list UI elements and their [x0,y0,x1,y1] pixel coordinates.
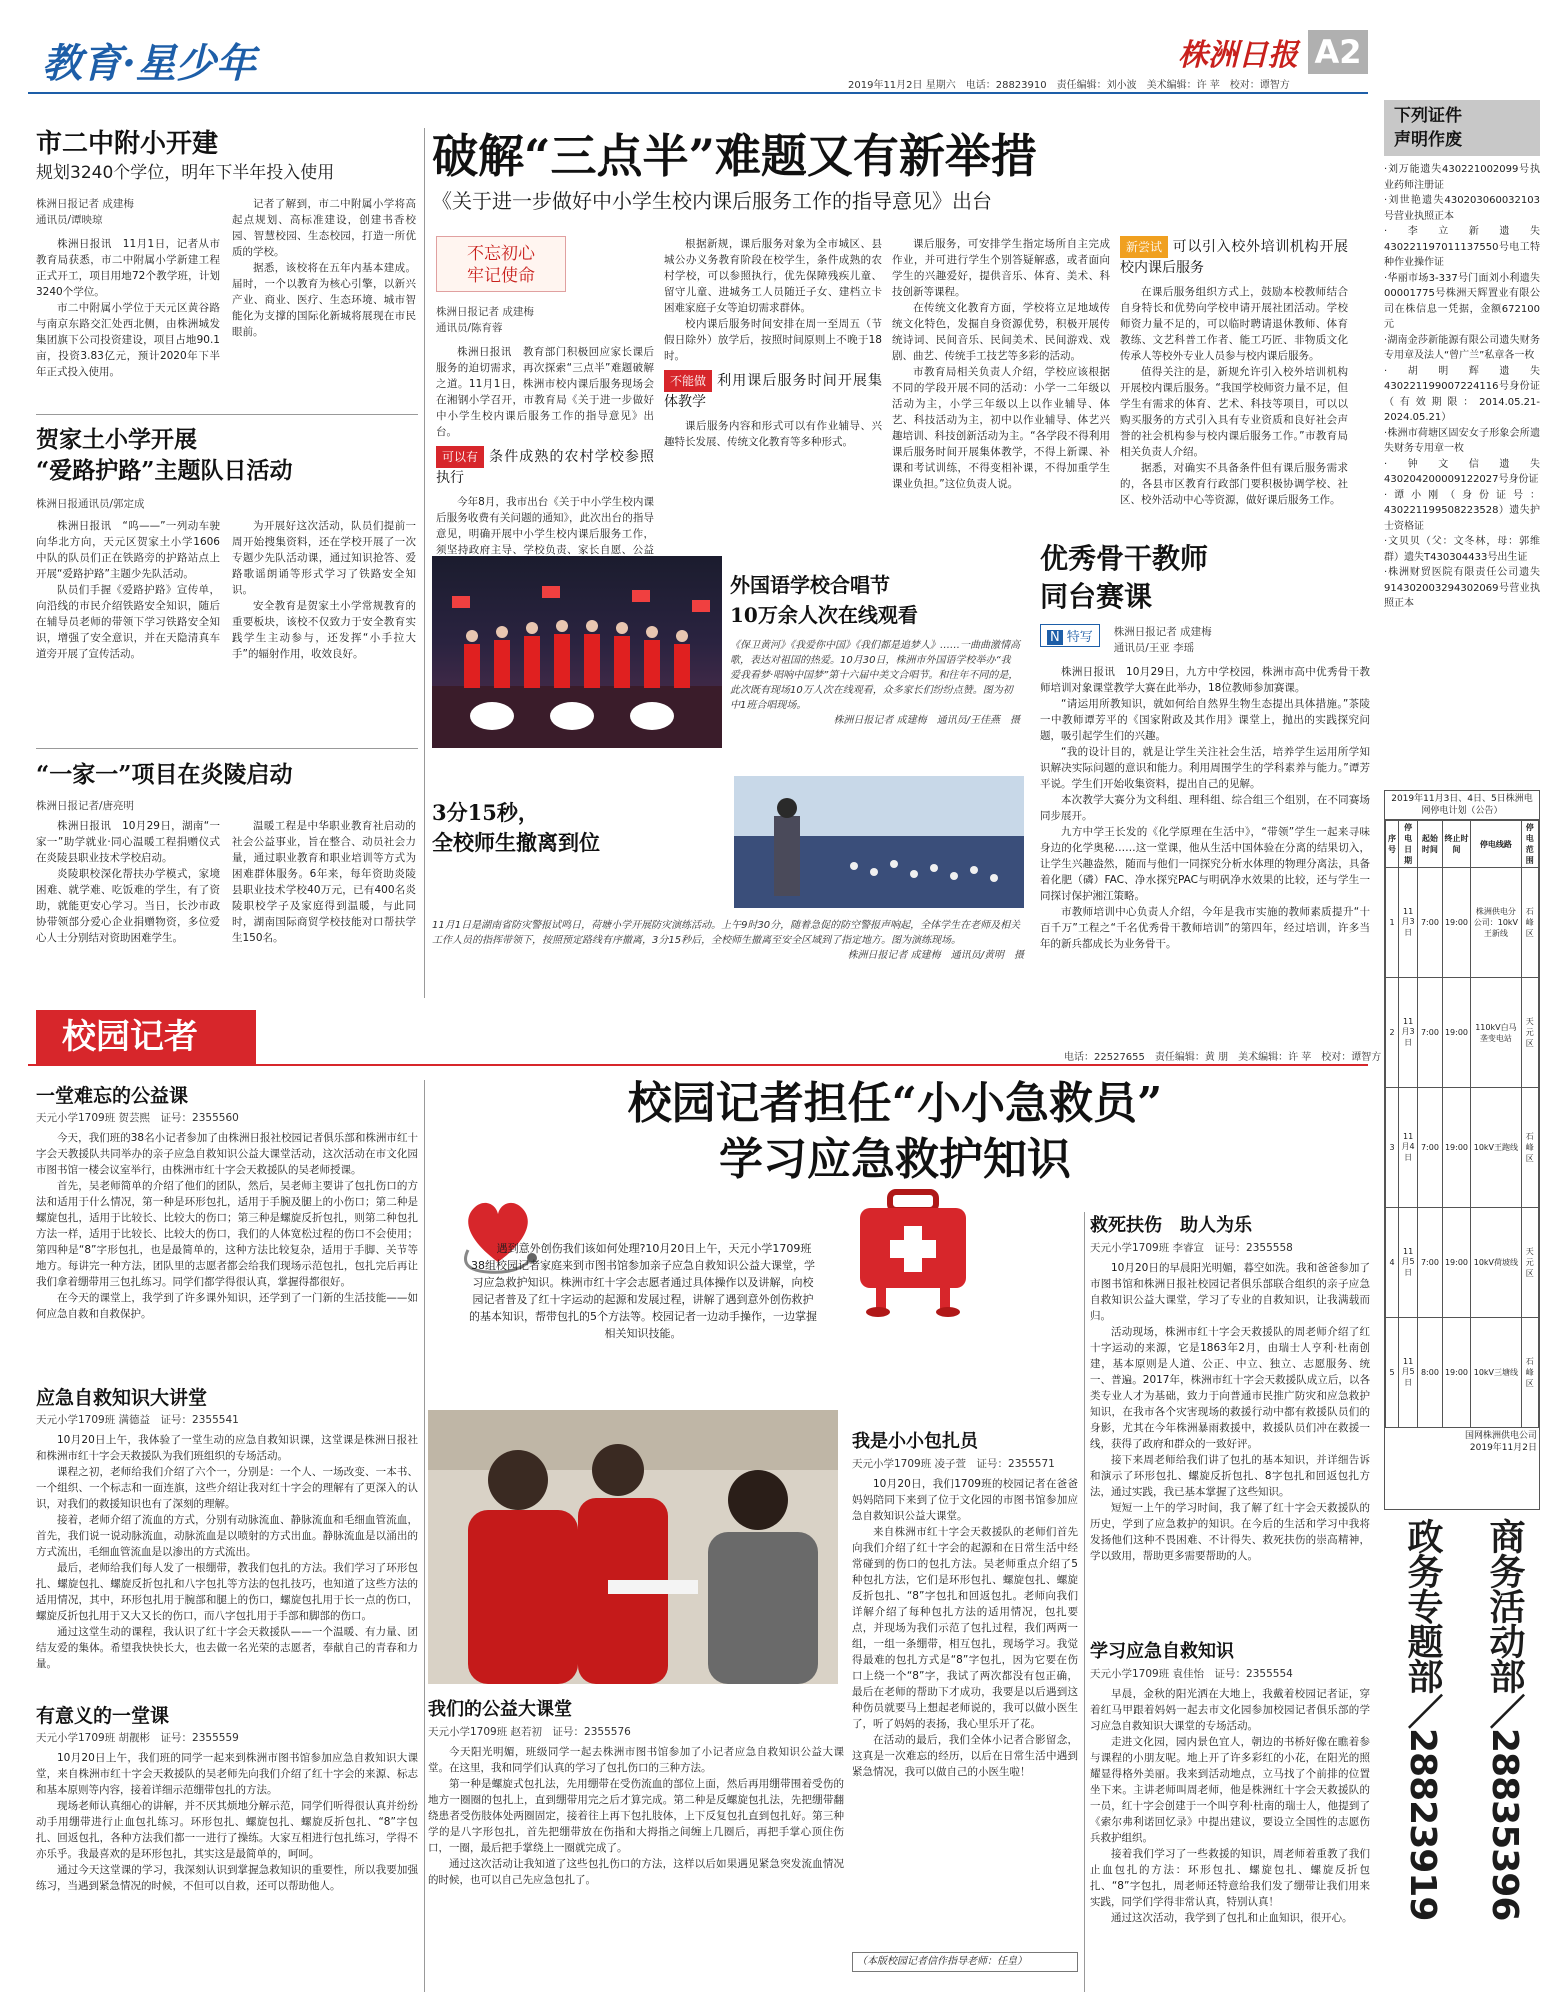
campus-article-2 [36,1384,418,1694]
notice-item: ·株洲财贸医院有限责任公司遗失914302003294302069号营业执照正本 [1384,567,1540,609]
byline: 株洲日报记者 成建梅 通讯员/王亚 李瑶 [1113,626,1212,654]
contact-government: 政务专题部／28823919 [1402,1518,1443,1921]
article-title: 我是小小包扎员 [852,1431,978,1452]
chorus-stage-image [432,556,722,748]
paragraph: 走进文化园，园内景色宜人，朝边的书桥好像在瞧着参与课程的小朋友呢。地上开了许多彩红的小花，在阳光的照耀显得格外美丽。我来到活动地点，立马找了个前排的位置坐下来。主讲老师叫周老师，他是株洲红十字会天救援队的一员，红十字会创建于一个叫亨利·杜南的瑞士人，他提到了《索尔弗利诺回忆录》中提出建议，要设立全国性的志愿伤兵救护组织。 [1090,1736,1370,1844]
paragraph: “我的设计目的，就是让学生关注社会生活，培养学生运用所学知识解决实际问题的意识和能力。利用周围学生的学科素养与能力。”谭芳平说。学生们开始收集资料，提出自己的见解。 [1040,746,1370,790]
paragraph: 为开展好这次活动，队员们提前一周开始搜集资料，还在学校开展了一次专题少先队活动课，通过知识抢答、爱路歌谣朗诵等形式学习了铁路安全知识。 [232,520,416,596]
paragraph: 今天，我们班的38名小记者参加了由株洲日报社校园记者俱乐部和株洲市红十字会天教援队共同举办的亲子应急自救知识公益大课堂活动，这次活动在市文化园市图书馆一楼会议室举行，由株洲市红十字会天救援队的吴老师授课。 [36,1132,418,1176]
notices-box [1384,100,1540,780]
notice-item: ·文贝贝（父：文冬林，母：郭维群）遗失T430304433号出生证 [1384,536,1540,563]
n-badge: N [1047,630,1063,645]
chorus-photo [432,556,722,748]
article-title: 应急自救知识大讲堂 [36,1387,208,1409]
byline: 天元小学1709班 赵若初 证号：2355576 [428,1726,631,1738]
paragraph: 10月20日上午，我们班的同学一起来到株洲市图书馆参加应急自救知识大课堂，来自株洲市红十字会天救援队的吴老师先向我们介绍了红十字会的来源、标志和基本原则等内容，接着详细示范绷带包扎的方法。 [36,1752,418,1796]
paragraph: 首先，吴老师简单的介绍了他们的团队，然后，吴老师主要讲了包扎伤口的方法和适用于什么情况，第一种是环形包扎，适用于手腕及腿上的小伤口；第二种是螺旋包扎，适用于比较长、比较大的伤口；第三种是螺旋反折包扎，则第二种包扎方法一样，适用于比较长、比较大的伤口，我们的人体宽松过程的伤口不会使用；第四种是“8”字形包扎，也是最简单的，这种方法比较复杂，适用于手脚、关节等地方。每讲完一种方法，团队里的志愿者都会给我们现场示范包扎，包扎完后再让我们拿着绷带用三包扎练习。同学们都学得很认真，掌握得都很好。 [36,1180,418,1288]
article-title: 市二中附小开建 [36,129,219,159]
notice-item: ·谭小刚（身份证号：430221199508223528）遗失护士资格证 [1384,489,1540,532]
article-railway-safety [36,424,416,742]
campus-banner: 校园记者 [36,1010,256,1064]
byline: 天元小学1709班 李睿宣 证号：2355558 [1090,1242,1293,1254]
dept-contacts [1386,1518,1540,1988]
power-outage-table [1384,790,1540,1510]
paragraph: 10月20日上午，我体验了一堂生动的应急自救知识课，这堂课是株洲日报社和株洲市红十字会天救援队为我们班组织的专场活动。 [36,1434,418,1462]
paper-name: 株洲日报 [1178,38,1298,73]
paragraph: 接着我们学习了一些救援的知识，周老师着重教了我们止血包扎的方法：环形包扎、螺旋包扎、螺旋反折包扎、“8”字包扎，周老师还特意给我们发了绷带让我们用来实践，同学们学得非常认真，特别认真！ [1090,1848,1370,1908]
paragraph: 现场老师认真细心的讲解，并不厌其烦地分解示范，同学们听得很认真并纷纷动手用绷带进行止血包扎练习。环形包扎、螺旋包扎、螺旋反折包扎、“8”字包扎、回返包扎，各种方法我们都一一进行了操练。大家互相进行包扎练习，学得不亦乐乎。我最喜欢的是环形包扎，其实这是最简单的，呵呵。 [36,1800,418,1860]
first-aid-kit-icon [838,1180,988,1320]
campus-article-7 [428,1696,844,1992]
drill-title-block [432,798,722,858]
article-title: “一家一”项目在炎陵启动 [36,761,293,788]
campus-article-1 [36,1082,418,1378]
paragraph: 炎陵职校深化帮扶办学模式，家境困难、就学难、吃饭难的学生，有了资助，就能更安心学习。当日，长沙市政协带领部分爱心企业捐赠物资，多位爱心人士分别结对资助困难学生。 [36,868,220,944]
article-title: 优秀骨干教师 同台赛课 [1040,542,1209,613]
campus-main-title: 校园记者担任“小小急救员” 学习应急救护知识 [627,1078,1163,1185]
article-title: 一堂难忘的公益课 [36,1085,189,1107]
article-school-construction [36,128,416,408]
paragraph: 接着，老师介绍了流血的方式，分别有动脉流血、静脉流血和毛细血管流血，首先，我们说一说动脉流血，动脉流血是以喷射的方式出血。静脉流血是以涌出的方式流出，毛细血管流血是以渗出的方式流出。 [36,1514,418,1558]
notice-item: ·刘万能遗失430221002099号执业药师注册证 [1384,164,1540,191]
table-title: 2019年11月3日、4日、5日株洲电网停电计划（公告） [1385,791,1539,820]
byline: 天元小学1709班 满德益 证号：2355541 [36,1414,239,1426]
paragraph: 校内课后服务时间安排在周一至周五（节假日除外）放学后，按照时间原则上不晚于18时。 [664,318,882,362]
masthead [28,28,1368,90]
paragraph: 最后，老师给我们每人发了一根绷带，教我们包扎的方法。我们学习了环形包扎、螺旋包扎、螺旋反折包扎和八字包扎等方法的包扎技巧，也知道了这些方法的适用情况，其中，环形包扎用于腕部和腿上的伤口，螺旋包扎用于长一点的伤口，螺旋反折包扎用于又大又长的伤口，而八字包扎用于手部和脚部的伤口。 [36,1562,418,1622]
bandaging-practice-image [428,1410,838,1684]
table-row: 4 11月5日 7:00 19:00 10kV荷坡线 天元区 [1386,1208,1539,1318]
paragraph: 早晨，金秋的阳光洒在大地上，我戴着校园记者证，穿着红马甲跟着妈妈一起去市文化园参加校园记者俱乐部的学习应急自救知识大课堂的专场活动。 [1090,1688,1370,1732]
table-row: 5 11月5日 8:00 19:00 10kV三塘线 石峰区 [1386,1318,1539,1428]
campus-intro [468,1240,818,1360]
section-logo: 教育·星少年 [42,40,256,87]
table-header-row: 序号 停电日期 起始时间 终止时间 停电线路 停电范围 [1386,821,1539,868]
notice-item: ·钟文信遗失430204200009122027号身份证 [1384,458,1540,485]
contact-commerce: 商务活动部／28835396 [1484,1518,1525,1921]
section-heading: 不能做 利用课后服务时间开展集体教学 [664,370,882,412]
chorus-caption [730,570,1020,750]
campus-header [28,1010,1382,1066]
photo-text: 《保卫黄河》《我爱你中国》《我们都是追梦人》……一曲曲激情高歌，表达对祖国的热爱。10月30日，株洲市外国语学校举办“我爱我看梦·唱响中国梦”第十六届中美文合唱节。和往年不同的是，此次既有现场10万人次在线观看，众多家长们纷纷点赞。图为初中1班合唱现场。 [730,640,1020,711]
main-subtitle: 《关于进一步做好中小学生校内课后服务工作的指导意见》出台 [432,189,992,213]
campus-footer: （本版校园记者信作指导老师：任皇） [852,1952,1078,1974]
paragraph: 株洲日报讯 10月29日，湖南“一家一”助学就业·同心温暖工程捐赠仪式在炎陵县职业技术学校启动。 [36,820,220,864]
byline: 株洲日报记者 成建梅 通讯员/谭映琼 [36,198,134,226]
notice-item: ·株洲市荷塘区固安女子形象会所遗失财务专用章一枚 [1384,427,1540,454]
article-title: 我们的公益大课堂 [428,1699,572,1720]
notice-item: ·胡明辉遗失430221199007224116号身份证（有效期限：2014.05.21-2024.05.21） [1384,365,1540,423]
byline: 株洲日报通讯员/郭定成 [36,498,145,510]
paragraph: 接下来周老师给我们讲了包扎的基本知识，并详细告诉和演示了环形包扎、螺旋反折包扎、8字包扎和回返包扎方法，通过实践，我已基本掌握了这些知识。 [1090,1454,1370,1498]
notices-title: 下列证件 声明作废 [1384,100,1540,156]
campus-article-3 [36,1702,418,1992]
article-subtitle: 规划3240个学位，明年下半年投入使用 [36,163,335,183]
drill-image [734,776,1024,908]
campus-info: 电话：22527655 责任编辑：黄 朋 美术编辑：许 苹 校对：谭智方 [1064,1052,1382,1063]
paragraph: 短短一上午的学习时间，我了解了红十字会天救援队的历史，学到了应急救护的知识。在今后的生活和学习中我将发扬他们这种不畏困难、不计得失、救死扶伤的崇高精神，学以致用，帮助更多需要帮助的人。 [1090,1502,1370,1562]
paragraph: 10月20日的早晨阳光明媚，暮空如洗。我和爸爸参加了市图书馆和株洲日报社校园记者俱乐部联合组织的亲子应急自救知识公益大课堂，学习了专业的自救知识，让我满载而归。 [1090,1262,1370,1322]
byline: 天元小学1709班 胡靓彬 证号：2355559 [36,1732,239,1744]
notice-item: ·刘世艳遗失430203060032103号营业执照正本 [1384,195,1540,222]
paragraph: 今年8月，我市出台《关于中小学生校内课后服务收费有关问题的通知》，此次出台的指导意见，明确开展中小学生校内课后服务工作，须坚持政府主导、学校负责、家长自愿、公益 [436,496,654,556]
paragraph: 课后服务内容和形式可以有作业辅导、兴趣特长发展、传统文化教育等多种形式。 [664,420,882,448]
paragraph: 10月20日，我们1709班的校园记者在爸爸妈妈陪同下来到了位于文化园的市图书馆参加应急自救知识公益大课堂。 [852,1478,1078,1522]
byline: 天元小学1709班 贺芸熙 证号：2355560 [36,1112,239,1124]
paragraph: 在活动的最后，我们全体小记者合影留念，这真是一次难忘的经历，以后在日常生活中遇到紧急情况，我可以做自己的小医生啦！ [852,1734,1078,1778]
campus-photo [428,1410,838,1684]
feature-tag: N 特写 [1040,624,1100,647]
article-yanling-project [36,760,416,1000]
article-title: 有意义的一堂课 [36,1705,170,1727]
article-title: 贺家土小学开展 “爱路护路”主题队日活动 [36,426,293,484]
notice-item: ·湖南金莎新能源有限公司遗失财务专用章及法人“曾广兰”私章各一枚 [1384,334,1540,361]
article-title: 救死扶伤 助人为乐 [1090,1215,1252,1236]
table-footer: 国网株洲供电公司 2019年11月2日 [1464,1431,1537,1453]
paragraph: 通过今天这堂课的学习，我深刻认识到掌握急救知识的重要性，所以我要加强练习，当遇到紧急情况的时候，不但可以自救，还可以帮助他人。 [36,1864,418,1892]
byline: 天元小学1709班 凌子萱 证号：2355571 [852,1458,1055,1470]
paragraph: 九方中学王长发的《化学原理在生活中》，“带领”学生一起来寻味身边的化学奥秘……这一堂课，他从生活中国体验在分离的结果切入，让学生兴趣盎然，随而与他们一同探究分析水体理的物理分离法，具备着化肥（磷）FAC、净水探究PAC与明矾净水效果的比较，还与学生一同探讨保护湘江策略。 [1040,826,1370,902]
paragraph: 株洲日报讯 教育部门积极回应家长课后服务的迫切需求，再次探索“三点半”难题破解之道。11月1日，株洲市校内课后服务现场会在湘钢小学召开，市教育局《关于进一步做好中小学生校内课后服务工作的指导意见》出台。 [436,346,654,438]
tag: 可以有 [436,446,484,468]
byline: 株洲日报记者 成建梅 通讯员/陈育蓉 [436,306,534,334]
page-number: A2 [1308,30,1368,74]
paragraph: 本次教学大赛分为文科组、理科组、综合组三个组别，在不同赛场同步展开。 [1040,794,1370,822]
byline: 株洲日报记者/唐亮明 [36,800,135,812]
photo-title: 3分15秒， 全校师生撤离到位 [432,800,600,855]
paragraph: 通过这次活动让我知道了这些包扎伤口的方法，这样以后如果遇见紧急突发流血情况的时候，也可以自己先应急包扎了。 [428,1858,844,1886]
paragraph: 记者了解到，市二中附属小学将高起点规划、高标准建设，创建书香校园、智慧校园、生态校园，打造一所优质的学校。 [232,198,416,258]
paragraph: 活动现场，株洲市红十字会天救援队的周老师介绍了红十字运动的来源，它是1863年2月，由瑞士人亨利·杜南创建，基本原则是人道、公正、中立、独立、志愿服务、统一、普遍。2017年，株洲市红十字会天救援队成立后，以各类专业人才为基础，致力于向普通市民推广防灾和应急救护知识，在我市各个灾害现场的救援行动中都有救援队员们的身影，尤其在今年株洲暴雨救援中，救援队员们冲在救援一线，获得了政府和群众的一致好评。 [1090,1326,1370,1450]
outage-table [1385,820,1539,1428]
paragraph: 队员们手握《爱路护路》宣传单，向沿线的市民介绍铁路安全知识，随后在辅导员老师的带领下学习铁路安全知识，增强了安全意识，并在天隐清真车道旁开展了宣传活动。 [36,584,220,660]
article-title: 学习应急自救知识 [1090,1641,1234,1662]
paragraph: 安全教育是贺家土小学常规教育的重要板块，该校不仅致力于安全教育实践学生主动参与，还发挥“小手拉大手”的辐射作用，收效良好。 [232,600,416,660]
paragraph: 今天阳光明媚，班级同学一起去株洲市图书馆参加了小记者应急自救知识公益大课堂。在这里，我和同学们认真的学习了包扎伤口的三种方法。 [428,1746,844,1774]
paragraph: 根据新规，课后服务对象为全市城区、县城公办义务教育阶段在校学生，条件成熟的农村学校，可以参照执行，优先保障残疾儿童、留守儿童、进城务工人员随迁子女、建档立卡困难家庭子女等迫切需求群体。 [664,238,882,314]
photo-title: 外国语学校合唱节 10万余人次在线观看 [730,573,918,627]
paragraph: “请运用所教知识，就如何给自然界生物生态提出具体措施。”茶陵一中教师谭芳平的《国家附政及其作用》课堂上，抛出的实践探究问题，吸引起学生们的兴趣。 [1040,698,1370,742]
paragraph: 株洲日报讯 10月29日，九方中学校园，株洲市高中优秀骨干教师培训对象课堂教学大赛在此举办，18位教师参加赛课。 [1040,666,1370,694]
photo-credit: 株洲日报记者 成建梅 通讯员/王佳燕 摄 [833,715,1020,726]
paragraph: 株洲日报讯 “呜——”一列动车驶向华北方向，天元区贺家土小学1606中队的队员们正在铁路旁的护路站点上开展“爱路护路”主题少先队活动。 [36,520,220,580]
byline: 天元小学1709班 袁佳怡 证号：2355554 [1090,1668,1293,1680]
paragraph: 市教师培训中心负责人介绍，今年是我市实施的教师素质提升“十百千万”工程之“千名优秀骨干教师培训”的第四年，经过培训，许多当年的新兵都成长为业务骨干。 [1040,906,1370,950]
teacher-article [1040,540,1370,1000]
drill-caption [432,918,1024,998]
table-row: 1 11月3日 7:00 19:00 株洲供电分公司：10kV王新线 石峰区 [1386,868,1539,978]
campus-article-4 [1090,1212,1370,1632]
intro-text: 遇到意外创伤我们该如何处理?10月20日上午，天元小学1709班38组校园记者家庭来到市图书馆参加亲子应急自救知识公益大课堂，学习应急救护知识。株洲市红十字会志愿者通过具体操作以及讲解，向校园记者普及了红十字运动的起源和发展过程，讲解了遇到意外创伤救护的基本知识，帮带包扎的5个方法等。校园记者一边动手操作，一边掌握相关知识技能。 [469,1242,817,1340]
paragraph: 课程之初，老师给我们介绍了六个一，分别是：一个人、一场改变、一本书、一个组织、一个标志和一面连旗，这些介绍让我对红十字会的理解有了更深入的认识，对我们的救援知识也有了深刻的理解。 [36,1466,418,1510]
paragraph: 通过这堂生动的课程，我认识了红十字会天救援队——一个温暖、有力量、团结友爱的集体。希望我快快长大，也去做一名光荣的志愿者，奉献自己的青春和力量。 [36,1626,418,1670]
paragraph: 温暖工程是中华职业教育社启动的社会公益事业，旨在整合、动员社会力量，通过职业教育和职业培训等方式为困难群体服务。6年来，每年资助炎陵县职业技术学校40万元，已有400名炎陵职校学子及家庭得到温暖，与此同时，湖南国际商贸学校技能对口帮扶学生150名。 [232,820,416,944]
main-article-header [428,126,1368,226]
table-row: 3 11月4日 7:00 19:00 10kV王跑线 石峰区 [1386,1088,1539,1208]
party-logo: 不忘初心 牢记使命 [436,236,566,292]
campus-article-5 [1090,1638,1370,1992]
section-heading: 可以有 条件成熟的农村学校参照执行 [436,446,654,488]
photo-text: 11月1日是湖南省防灾警报试鸣日，荷塘小学开展防灾演练活动。上午9时30分，随着急促的防空警报声响起，全体学生在老师及相关工作人员的指挥带领下，按照预定路线有序撤离，3分15秒后，全校师生撤离至安全区域到了指定地方。图为演练现场。 [432,920,1021,946]
paragraph: 株洲日报讯 11月1日，记者从市教育局获悉，市二中附属小学新建工程正式开工，项目用地72个教学班，计划3240个学位。 [36,238,220,298]
paragraph: 来自株洲市红十字会天救援队的老师们首先向我们介绍了红十字会的起源和在日常生活中经常碰到的伤口的包扎方法。吴老师重点介绍了5种包扎方法，它们是环形包扎、螺旋包扎、螺旋反折包扎、“8”字包扎和回返包扎。老师向我们详解介绍了每种包扎方法的适用情况，包扎要点，并现场为我们示范了包扎过程，我们两两一组，一组一条绷带，相互包扎，现场学习。我觉得最难的包扎方式是“8”字包扎，因为它要在伤口上绕一个“8”字，我试了两次都没有包正确，最后在老师的帮助下才成功，我要是以后遇到这种伤员就要马上想起老师说的，我可以做小医生了，听了妈妈的表扬，我心里乐开了花。 [852,1526,1078,1730]
paragraph: 市二中附属小学位于天元区黄谷路与南京东路交汇处西北侧，由株洲城发集团旗下公司投资建设，项目占地90.1亩，投资3.83亿元，预计2020年下半年正式投入使用。 [36,302,220,378]
paragraph: 通过这次活动，我学到了包扎和止血知识，很开心。 [1111,1912,1353,1924]
photo-credit: 株洲日报记者 成建梅 通讯员/黄明 摄 [847,950,1024,961]
main-article-body [436,236,1368,556]
paragraph: 课后服务，可安排学生指定场所自主完成作业，并可进行学生个别答疑解惑，或者面向学生的兴趣爱好，提供音乐、体育、美术、科技创新等课程。 [892,238,1110,298]
paragraph: 据悉，对确实不具备条件但有课后服务需求的，各县市区教育行政部门要积极协调学校、社区、校外活动中心等资源，做好课后服务工作。 [1120,462,1348,506]
paragraph: 在传统文化教育方面，学校将立足地域传统文化特色，发掘自身资源优势，积极开展传统诗词、民间音乐、民间美术、民间游戏、戏剧、曲艺、传统手工技艺等多彩的活动。 [892,302,1110,362]
drill-photo [734,776,1024,908]
section-heading: 新尝试 可以引入校外培训机构开展校内课后服务 [1120,236,1348,278]
paragraph: 据悉，该校将在五年内基本建成。届时，一个以教育为核心引擎，以新兴产业、商业、医疗、生态环境、城市智能化为支撑的国际化新城将展现在市民眼前。 [232,262,416,338]
paragraph: 值得关注的是，新规允许引入校外培训机构开展校内课后服务。“我国学校师资力量不足，但学生有需求的体育、艺术、科技等项目，可以以购买服务的方式引入具有专业资质和良好社会声誉的社会机构参与校内课后服务工作。”市教育局相关负责人介绍。 [1120,366,1348,458]
table-row: 2 11月3日 7:00 19:00 110kV白马垄变电站 天元区 [1386,978,1539,1088]
masthead-info: 2019年11月2日 星期六 电话：28823910 责任编辑：刘小波 美术编辑：许 苹 校对：谭智方 [848,80,1290,91]
paragraph: 在今天的课堂上，我学到了许多课外知识，还学到了一门新的生活技能——如何应急自救和自救保护。 [36,1292,418,1320]
paragraph: 在课后服务组织方式上，鼓励本校教师结合自身特长和优势向学校申请开展社团活动。学校师资力量不足的，可以临时聘请退休教师、体育教练、文艺科普工作者、能工巧匠、非物质文化传承人等校外专业人员参与校内课后服务。 [1120,286,1348,362]
paragraph: 第一种是螺旋式包扎法，先用绷带在受伤流血的部位上面，然后再用绷带围着受伤的地方一圈圈的包扎上，直到绷带用完之后才算完成。第二种是反螺旋包扎法，先把绷带翻绕患者受伤肢体处两圈固定，接着往上再下包扎肢体，上下反复包扎直到包扎好。第三种学的是八字形包扎，首先把绷带放在伤指和大拇指之间缠上几圈后，再把手掌心顶住伤口，一圈，最后把手掌绕上一圈就完成了。 [428,1778,844,1854]
tag: 不能做 [664,370,712,392]
notice-item: ·华丽市场3-337号门面刘小利遗失00001775号株洲天辉置业有限公司在株信息一凭据，金额672100元 [1384,272,1540,330]
tag: 新尝试 [1120,236,1168,258]
notice-item: ·李立新遗失430221197011137550号电工特种作业操作证 [1384,226,1540,268]
paragraph: 市教育局相关负责人介绍，学校应该根据不同的学段开展不同的活动：小学一二年级以活动为主，小学三年级以上以作业辅导、体艺、科技活动为主，初中以作业辅导、体艺兴趣培训、科技创新活动为主。“各学段不得利用课后服务时间开展集体教学，不得上新课、补课和考试训练，不得变相补课，不得加重学生课业负担。”这位负责人说。 [892,366,1110,490]
main-title: 破解“三点半”难题又有新举措 [432,129,1037,183]
campus-article-6 [852,1428,1078,1948]
